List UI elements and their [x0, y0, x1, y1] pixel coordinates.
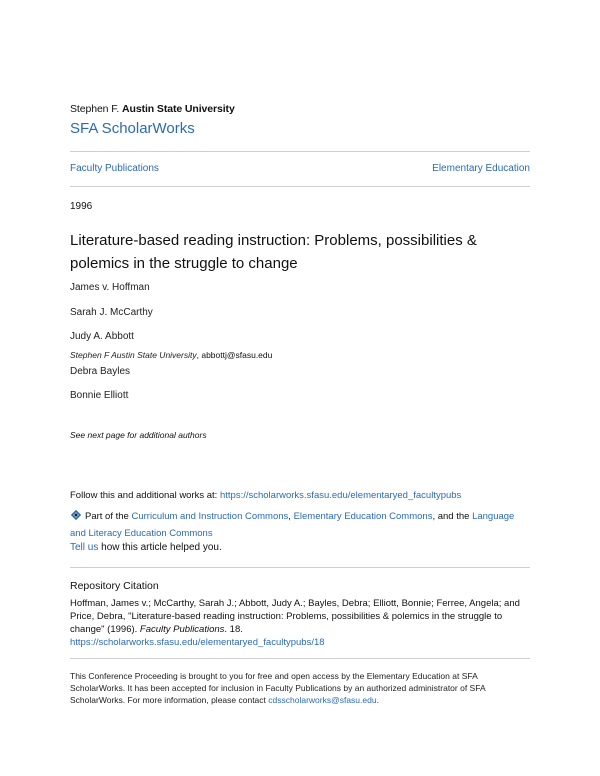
repository-name-link[interactable]: SFA ScholarWorks [70, 120, 195, 137]
additional-authors-note: See next page for additional authors [70, 430, 207, 440]
university-name: Stephen F. Austin State University [70, 103, 235, 115]
elementary-education-link[interactable]: Elementary Education [432, 163, 530, 174]
feedback-line: Tell us how this article helped you. [70, 542, 222, 553]
divider [70, 658, 530, 659]
collection-url-link[interactable]: https://scholarworks.sfasu.edu/elementaryed_facultypubs [219, 490, 462, 501]
part-of-commons: Part of the Curriculum and Instruction Commons, Elementary Education Commons, and the Language and Literacy Education Commons [70, 511, 515, 539]
open-access-icon [70, 509, 82, 521]
divider [70, 186, 530, 187]
author-name: Sarah J. McCarthy [70, 307, 153, 318]
author-affiliation: Stephen F Austin State University, abbottj@sfasu.edu [70, 350, 273, 360]
divider [70, 151, 530, 152]
divider [70, 567, 530, 568]
author-name: Judy A. Abbott [70, 331, 134, 342]
footer-notice: This Conference Proceeding is brought to you for free and open access by the Elementary Education at SFA ScholarWorks. It has been accepted for inclusion in Faculty Publications by an authorized administrator of SFA ScholarWorks. For more information, please contact cdsscholarworks@sfasu.edu. [70, 671, 486, 705]
publication-year: 1996 [70, 201, 93, 212]
citation-heading: Repository Citation [70, 580, 159, 592]
literacy-commons-link[interactable]: Language and Literacy Education Commons [70, 511, 515, 539]
paper-title: Literature-based reading instruction: Problems, possibilities & polemics in the struggle to change [70, 232, 477, 272]
author-name: James v. Hoffman [70, 282, 150, 293]
curriculum-commons-link[interactable]: Curriculum and Instruction Commons [131, 511, 289, 522]
citation-url-link[interactable]: https://scholarworks.sfasu.edu/elementaryed_facultypubs/18 [70, 637, 325, 648]
faculty-publications-link[interactable]: Faculty Publications [70, 163, 159, 174]
elementary-commons-link[interactable]: Elementary Education Commons [293, 511, 433, 522]
contact-email-link[interactable]: cdsscholarworks@sfasu.edu [268, 695, 377, 705]
follow-line: Follow this and additional works at: https://scholarworks.sfasu.edu/elementaryed_facultypubs [70, 490, 462, 501]
author-name: Bonnie Elliott [70, 390, 129, 401]
citation-text: Hoffman, James v.; McCarthy, Sarah J.; Abbott, Judy A.; Bayles, Debra; Elliott, Bonnie; Ferree, Angela; and Price, Debra, "Literature-based reading instruction: Problems, possibilities & polemics in the struggle to change" (1996). Faculty Publications. 18. https://scholarworks.sfasu.edu/elementaryed_facultypubs/18 [70, 598, 520, 648]
author-name: Debra Bayles [70, 366, 131, 377]
tell-us-link[interactable]: Tell us [70, 542, 99, 553]
